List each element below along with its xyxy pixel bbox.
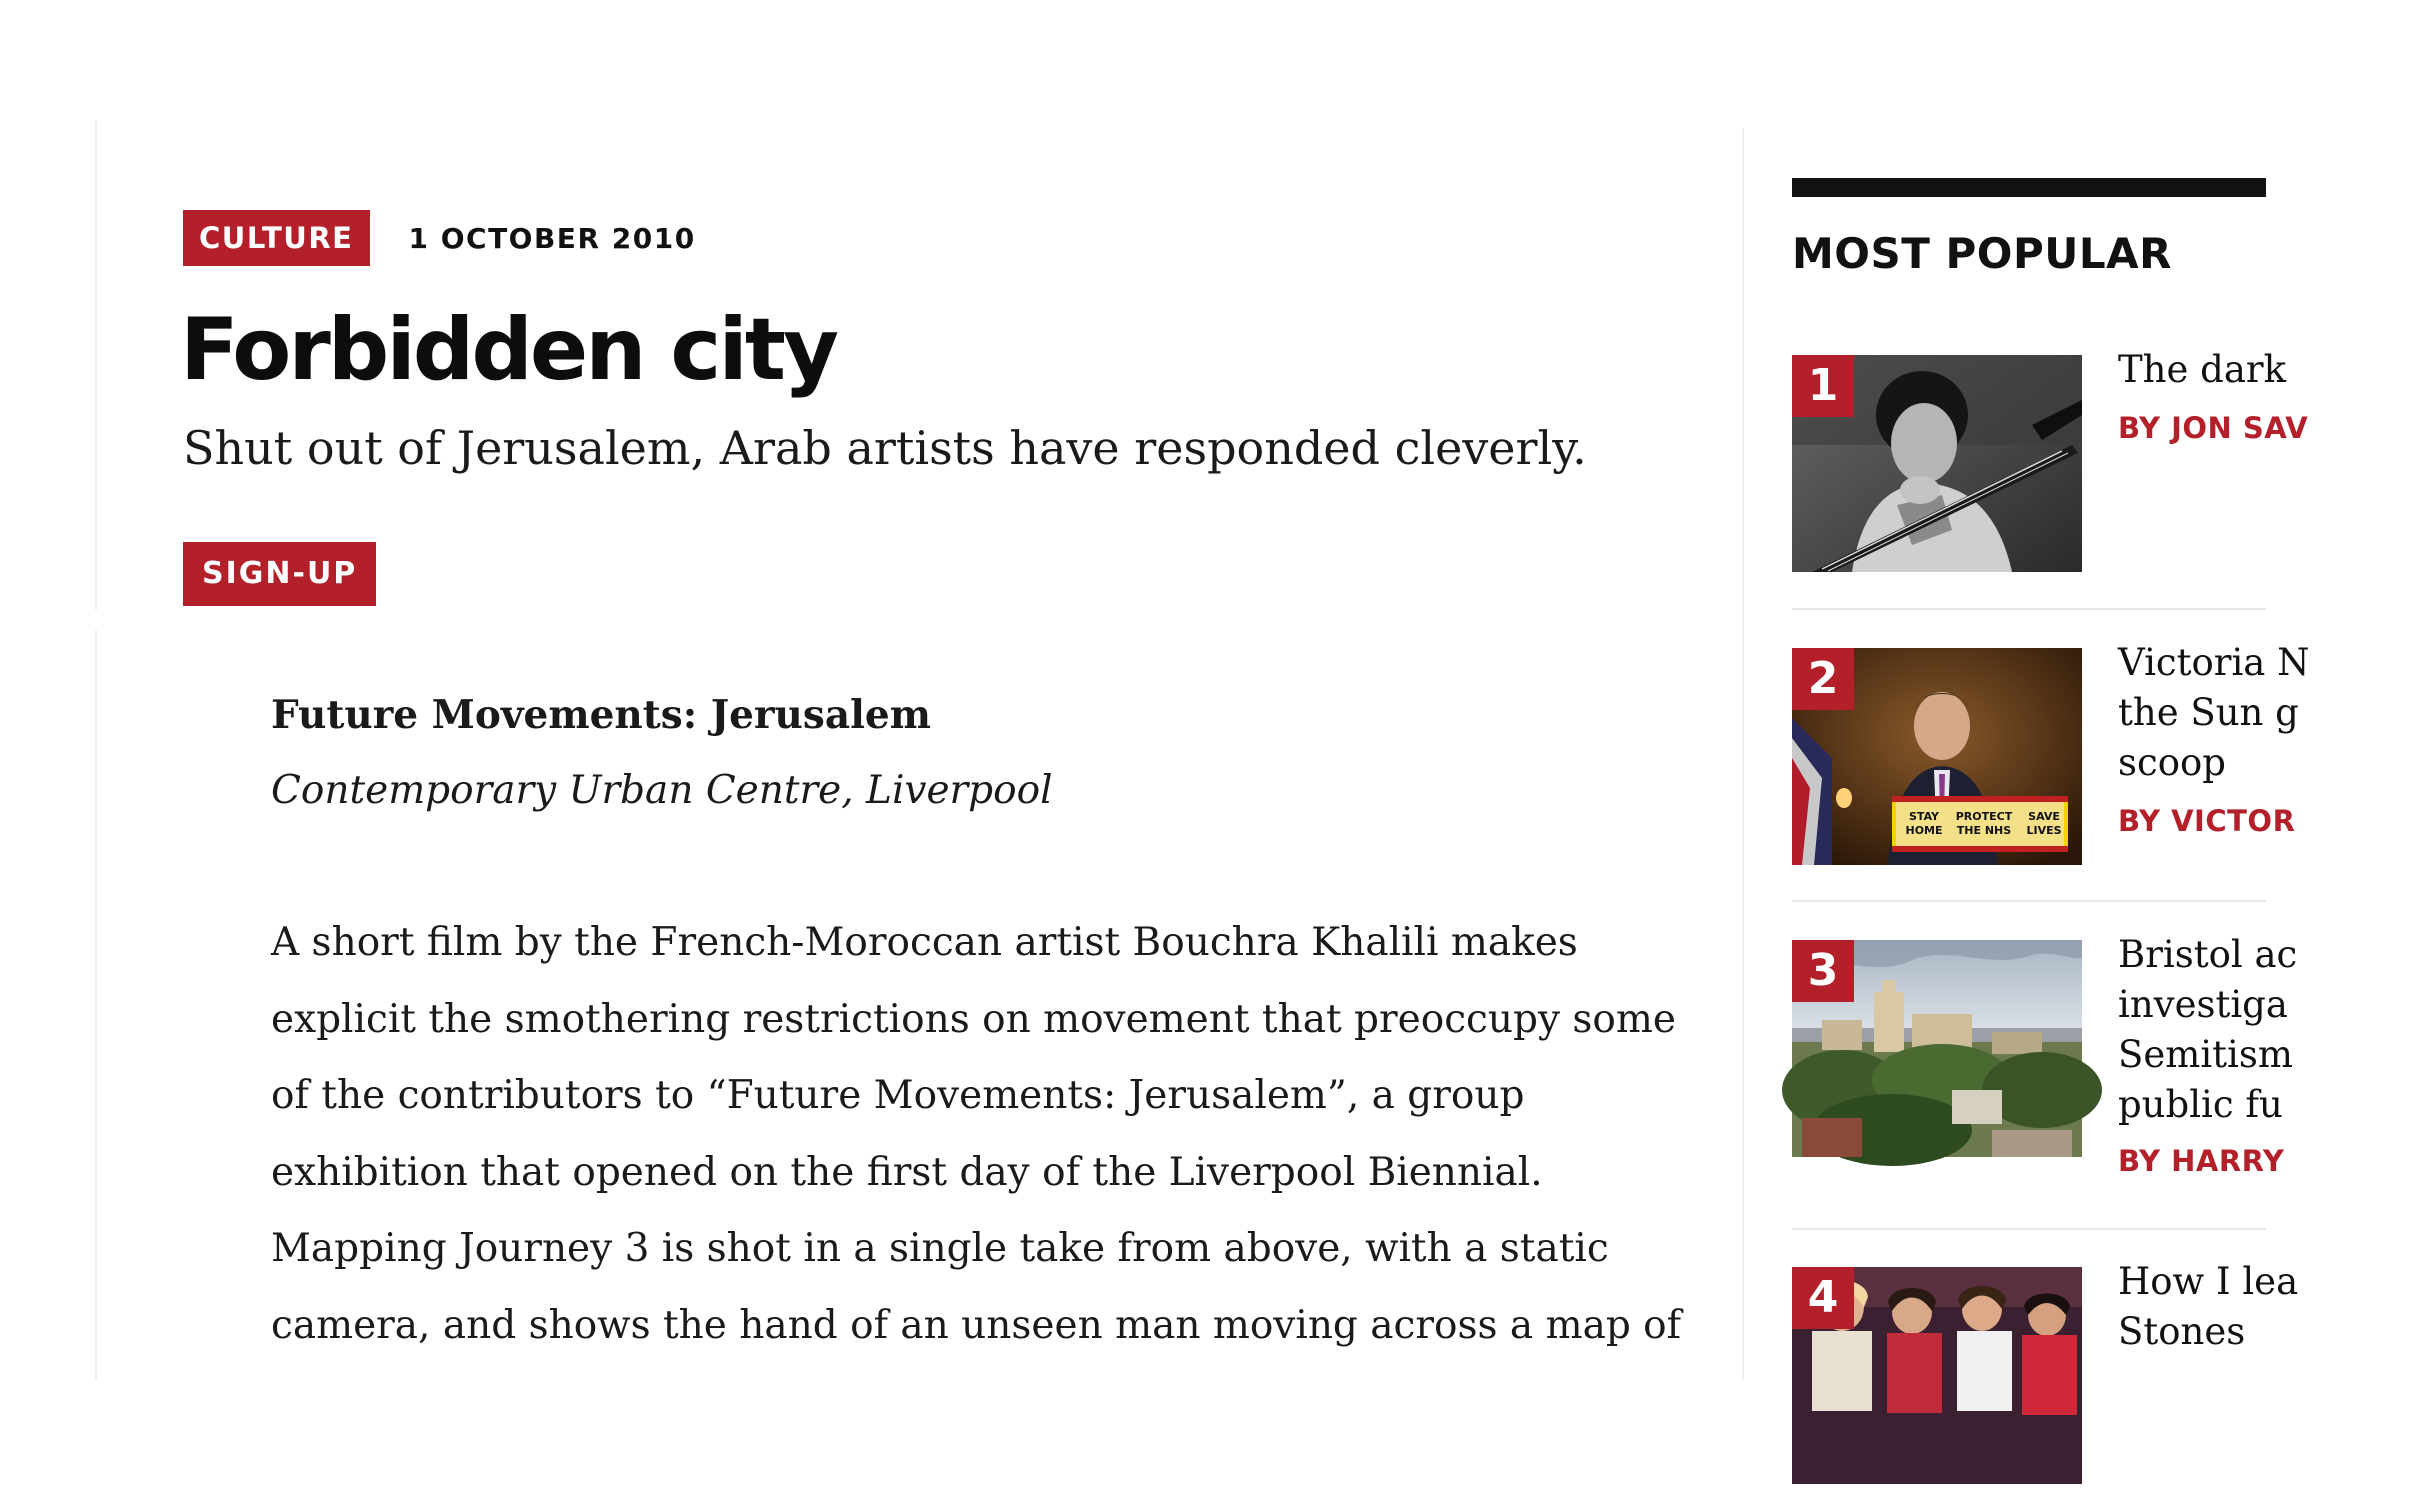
title-line: public fu	[2118, 1083, 2283, 1126]
body-line: Mapping Journey 3 is shot in a single take from above, with a static	[271, 1226, 1609, 1272]
exhibition-title: Future Movements: Jerusalem	[271, 692, 931, 738]
category-tag[interactable]: CULTURE	[183, 210, 370, 266]
title-line: scoop	[2118, 741, 2226, 784]
article-standfirst: Shut out of Jerusalem, Arab artists have responded cleverly.	[183, 421, 1587, 475]
article-body	[271, 905, 1682, 1365]
body-line: of the contributors to “Future Movements: Jerusalem”, a group	[271, 1073, 1525, 1119]
body-line: A short film by the French-Moroccan artist Bouchra Khalili makes	[271, 920, 1578, 965]
title-line: The dark	[2118, 348, 2287, 391]
column-rule-left-top	[95, 120, 97, 610]
column-rule-left-bottom	[95, 630, 97, 1380]
sign-right-text: SAVE	[2028, 810, 2060, 823]
rank-badge: 4	[1792, 1267, 1854, 1329]
rank-badge: 1	[1792, 355, 1854, 417]
svg-text:HOME: HOME	[1905, 824, 1943, 837]
popular-item-title[interactable]	[2118, 638, 2418, 788]
most-popular-item-1[interactable]	[1792, 348, 2309, 615]
article-date: 1 OCTOBER 2010	[408, 221, 696, 255]
sidebar-top-bar	[1792, 178, 2266, 197]
svg-text:LIVES: LIVES	[2026, 824, 2062, 837]
title-line: the Sun g	[2118, 691, 2299, 734]
most-popular-heading: MOST POPULAR	[1792, 229, 2173, 278]
sign-middle-text: PROTECT	[1955, 810, 2013, 823]
title-line: Victoria N	[2118, 641, 2310, 684]
article-headline: Forbidden city	[180, 300, 837, 400]
popular-item-title[interactable]	[2118, 345, 2418, 395]
body-line: explicit the smothering restrictions on movement that preoccupy some	[271, 996, 1676, 1042]
exhibition-venue: Contemporary Urban Centre, Liverpool	[271, 768, 1053, 813]
thumbnail-image-4[interactable]	[1792, 1267, 2082, 1484]
title-line: Bristol ac	[2118, 933, 2298, 976]
thumbnail-image-2[interactable]	[1792, 648, 2082, 865]
item-divider	[1792, 900, 2266, 902]
svg-text:THE NHS: THE NHS	[1956, 824, 2012, 837]
title-line: Stones	[2118, 1310, 2246, 1353]
popular-item-author[interactable]: BY VICTOR	[2118, 804, 2296, 838]
rank-badge: 2	[1792, 648, 1854, 710]
title-line: Semitism	[2118, 1033, 2293, 1076]
item-divider	[1792, 608, 2266, 610]
most-popular-item-3[interactable]	[1792, 933, 2298, 1240]
signup-button[interactable]: SIGN-UP	[183, 542, 376, 606]
rank-badge: 3	[1792, 940, 1854, 1002]
item-divider	[1792, 1228, 2266, 1230]
popular-item-title[interactable]	[2118, 930, 2418, 1130]
popular-item-author[interactable]: BY HARRY	[2118, 1144, 2285, 1178]
thumbnail-image-1[interactable]	[1792, 355, 2082, 572]
column-rule-right	[1742, 128, 1744, 1380]
most-popular-item-4[interactable]	[1792, 1260, 2299, 1380]
thumbnail-image-3[interactable]	[1792, 940, 2082, 1157]
article-meta	[183, 210, 696, 266]
most-popular-item-2[interactable]	[1792, 641, 2310, 938]
body-line: exhibition that opened on the first day of the Liverpool Biennial.	[271, 1149, 1543, 1195]
sign-left-text: STAY	[1909, 810, 1939, 823]
body-line: camera, and shows the hand of an unseen man moving across a map of	[271, 1302, 1682, 1348]
title-line: How I lea	[2118, 1260, 2299, 1303]
popular-item-title[interactable]	[2118, 1257, 2418, 1357]
title-line: investiga	[2118, 983, 2288, 1026]
popular-item-author[interactable]: BY JON SAV	[2118, 411, 2309, 445]
